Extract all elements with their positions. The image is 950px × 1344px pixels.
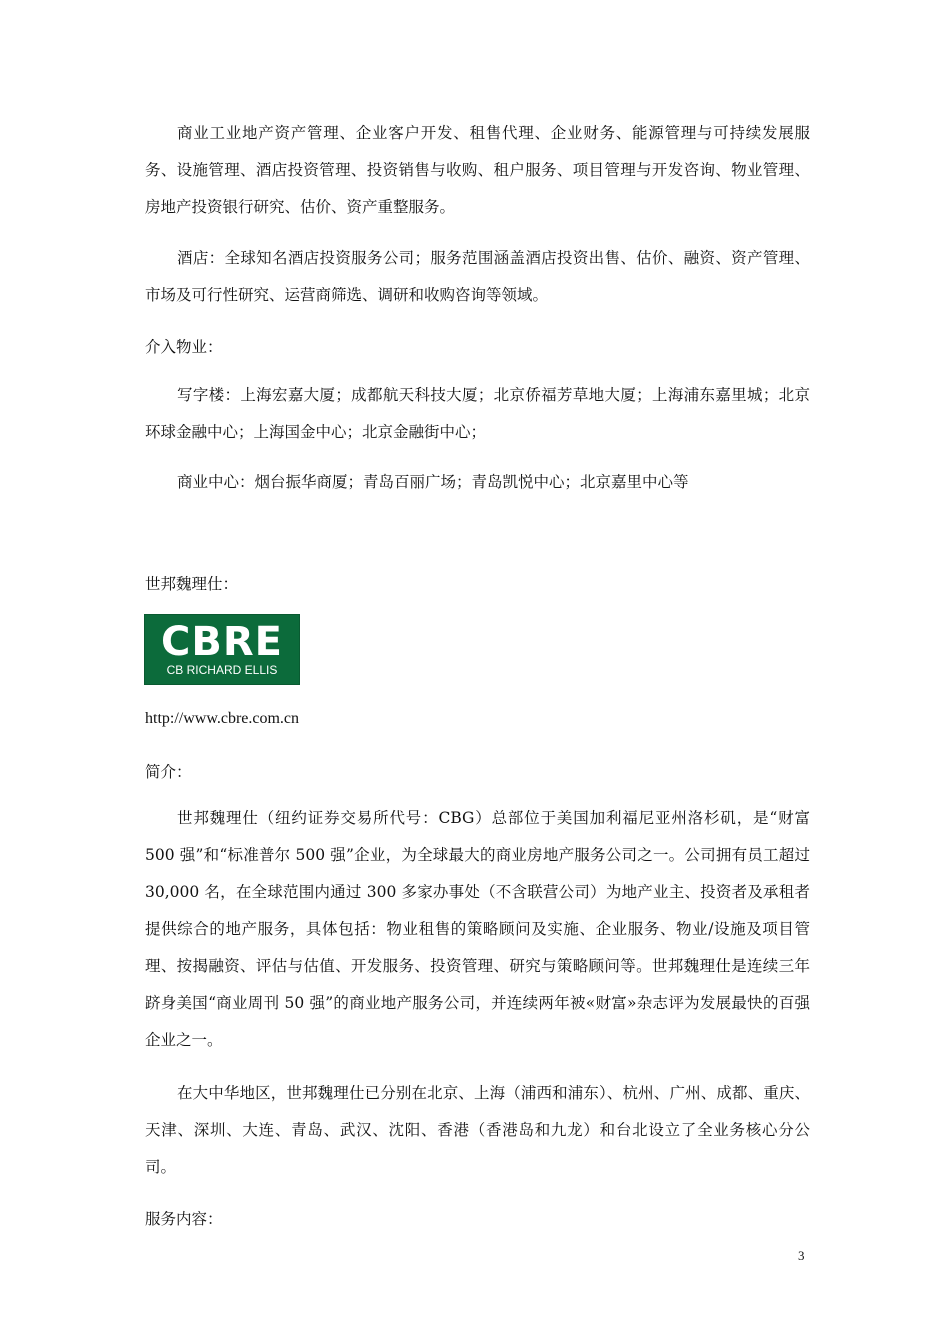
hotel-paragraph: 酒店：全球知名酒店投资服务公司；服务范围涵盖酒店投资出售、估价、融资、资产管理、市场及可行性研究、运营商筛选、调研和收购咨询等领域。 <box>145 249 810 304</box>
involved-properties-label: 介入物业： <box>145 338 223 356</box>
page-number: 3 <box>798 1248 805 1263</box>
office-buildings-paragraph: 写字楼：上海宏嘉大厦；成都航天科技大厦；北京侨福芳草地大厦；上海浦东嘉里城；北京环球金融中心；上海国金中心；北京金融街中心； <box>145 386 810 441</box>
intro-label: 简介： <box>145 763 192 781</box>
greater-china-paragraph: 在大中华地区，世邦魏理仕已分别在北京、上海（浦西和浦东）、杭州、广州、成都、重庆、天津、深圳、大连、青岛、武汉、沈阳、香港（香港岛和九龙）和台北设立了全业务核心分公司。 <box>145 1084 810 1176</box>
logo-subtitle: CB RICHARD ELLIS <box>166 663 278 677</box>
company-website-link[interactable]: http://www.cbre.com.cn <box>145 710 300 727</box>
commercial-centers-paragraph: 商业中心：烟台振华商厦；青岛百丽广场；青岛凯悦中心；北京嘉里中心等 <box>177 473 689 491</box>
logo-wordmark: CBRE <box>161 619 283 665</box>
company-name-label: 世邦魏理仕： <box>145 575 239 593</box>
intro-paragraph: 世邦魏理仕（纽约证券交易所代号：CBG）总部位于美国加利福尼亚州洛杉矶，是“财富 500 强”和“标准普尔 500 强”企业，为全球最大的商业房地产服务公司之一。公司拥有员工超过 30,000 名，在全球范围内通过 300 多家办事处（不含联营公司）为地产业主、投资者及承租者提供综合的地产服务，具体包括：物业租售的策略顾问及实施、企业服务、物业/设施及项目管理、按揭融资、评估与估值、开发服务、投资管理、研究与策略顾问等。世邦魏理仕是连续三年跻身美国“商业周刊 50 强”的商业地产服务公司，并连续两年被«财富»杂志评为发展最快的百强企业之一。 <box>145 809 810 1049</box>
cbre-logo <box>144 614 300 685</box>
services-label: 服务内容： <box>145 1210 223 1228</box>
services-paragraph: 商业工业地产资产管理、企业客户开发、租售代理、企业财务、能源管理与可持续发展服务、设施管理、酒店投资管理、投资销售与收购、租户服务、项目管理与开发咨询、物业管理、房地产投资银行研究、估价、资产重整服务。 <box>145 124 810 216</box>
